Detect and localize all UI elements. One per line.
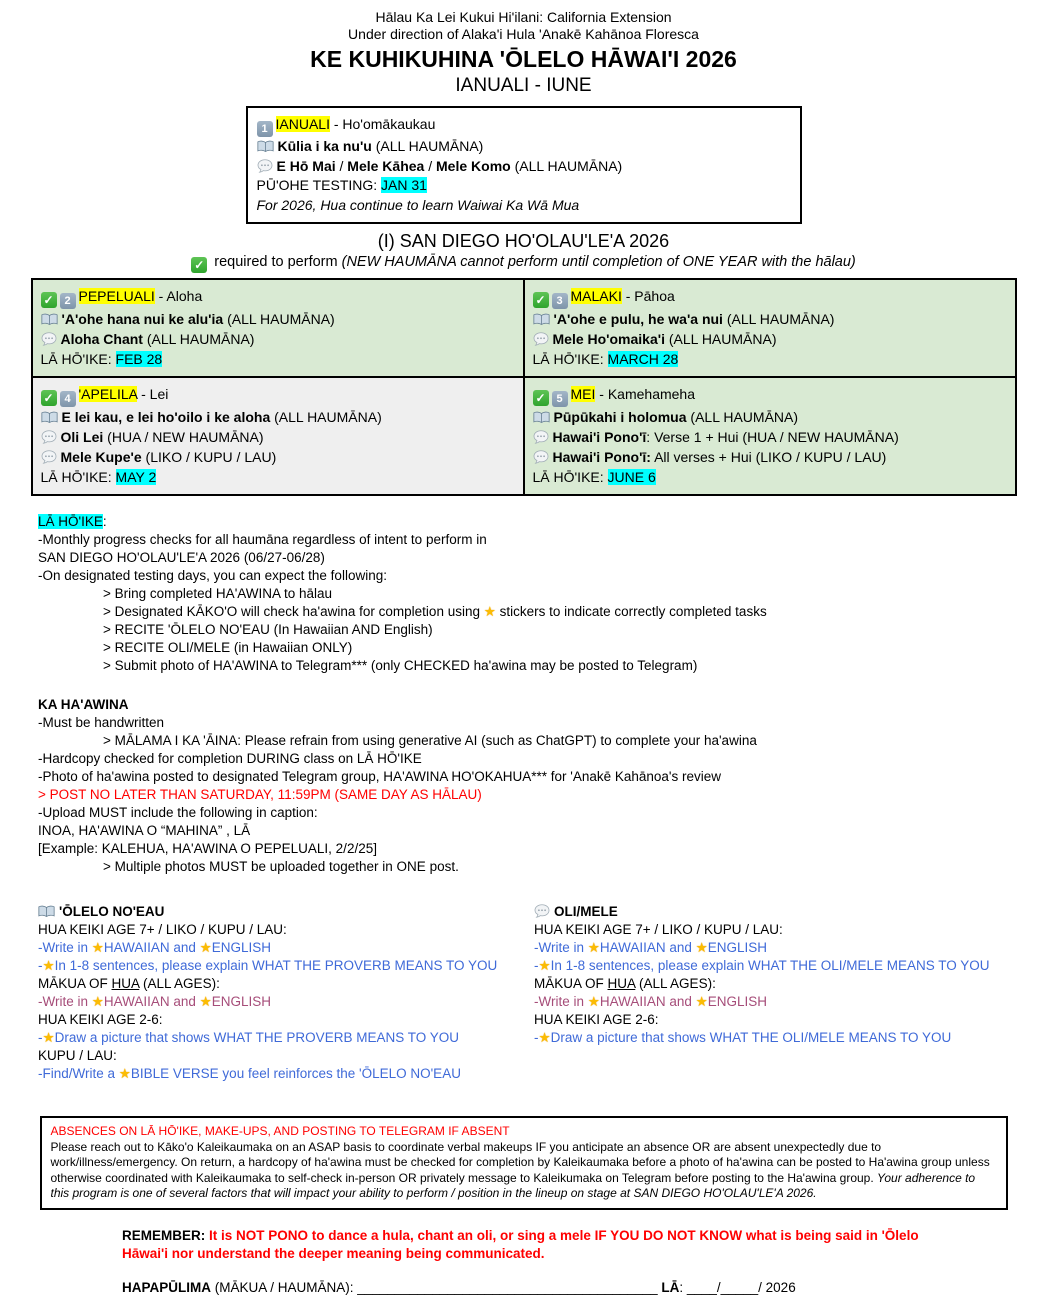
column-title-text: 'ŌLELO NO'EAU	[59, 904, 165, 919]
remember-label: REMEMBER:	[122, 1227, 209, 1243]
assignment-columns	[38, 903, 1047, 1083]
proverb-group: (ALL HAUMĀNA)	[686, 409, 799, 425]
absences-body-text: Please reach out to Kāko'o Kaleikaumaka on an ASAP basis to coordinate verbal makeups IF you anticipate an absence OR are absent unexpectedly due to work/illness/emergency. On return, a hardcopy of ha'awina must be checked for completion by Kaleikaumaka before a photo of ha'awina can be posted to Ha'awina group unless otherwise coordinated with Kaleikaumaka to self-check in-person OR privately message to Kaleikumaka on Telegram before posting to the Ha'awina group.	[50, 1139, 990, 1185]
book-icon	[257, 140, 274, 153]
column-title	[534, 903, 1014, 921]
month-name: PEPELUALI	[78, 288, 155, 304]
month-cell-apelila	[32, 377, 524, 495]
book-icon	[41, 411, 58, 424]
instruction-text: -Find/Write a	[38, 1066, 119, 1081]
book-icon	[533, 411, 550, 424]
date-blank: : ____/_____/ 2026	[679, 1279, 796, 1295]
puohe-testing-line	[257, 176, 791, 196]
january-box	[246, 106, 802, 224]
instruction-text: -	[534, 1030, 539, 1045]
proverb-text: Kūlia i ka nu'u	[277, 138, 372, 154]
group-label: HUA KEIKI AGE 2-6:	[534, 1012, 659, 1027]
signature-blank: ________________________________________	[357, 1279, 658, 1295]
star-icon: ★	[42, 1030, 55, 1045]
instruction-text: -Write in	[38, 994, 92, 1009]
event-heading: (I) SAN DIEGO HO'OLAU'LE'A 2026	[377, 231, 670, 251]
speech-bubble-icon	[533, 332, 549, 346]
month-cell-pepeluali	[32, 279, 524, 377]
mele-group: (HUA / NEW HAUMĀNA)	[103, 429, 264, 445]
remember-text: It is NOT PONO to dance a hula, chant an oli, or sing a mele IF YOU DO NOT KNOW what is being said in 'Ōlelo Hāwai'i nor understand the deeper meaning being communicated.	[122, 1227, 919, 1262]
separator: /	[335, 157, 348, 174]
instruction-text: BIBLE VERSE you feel reinforces the 'ŌLELO NO'EAU	[130, 1066, 461, 1081]
mele-group: All verses + Hui (LIKO / KUPU / LAU)	[650, 449, 887, 465]
month-cell-mei	[524, 377, 1016, 495]
month-name: 'APELILA	[78, 386, 138, 402]
instruction-text: ENGLISH	[707, 994, 768, 1009]
instruction-text: HAWAIIAN and	[103, 940, 200, 955]
signature-label: HAPAPŪLIMA	[122, 1279, 211, 1295]
director-line: Under direction of Alaka'i Hula 'Anakē Kahānoa Floresca	[348, 25, 699, 42]
mele-name: Mele Kupe'e	[60, 449, 142, 465]
group-label: KUPU / LAU:	[38, 1048, 117, 1063]
instruction-text: In 1-8 sentences, please explain WHAT THE OLI/MELE MEANS TO YOU	[550, 958, 990, 973]
mele-name: Mele Komo	[436, 157, 511, 174]
date-label: LĀ	[657, 1279, 680, 1295]
group-label-text: (ALL AGES):	[139, 976, 220, 991]
event-requirement	[0, 253, 1047, 273]
section-line: -Monthly progress checks for all haumāna regardless of intent to perform in	[38, 532, 487, 547]
absences-box	[40, 1116, 1008, 1210]
proverb-group: (ALL HAUMĀNA)	[270, 409, 382, 425]
speech-bubble-icon	[41, 450, 57, 464]
heading-colon: :	[102, 514, 107, 529]
bullet-line: > Multiple photos MUST be uploaded together in ONE post.	[103, 859, 459, 874]
star-icon: ★	[587, 940, 600, 955]
star-icon: ★	[538, 1030, 551, 1045]
section-line: INOA, HA'AWINA O “MAHINA” , LĀ	[38, 823, 251, 838]
star-icon: ★	[91, 940, 104, 955]
month-theme: - Ho'omākaukau	[329, 116, 436, 132]
page-title: KE KUHIKUHINA 'ŌLELO HĀWAI'I 2026	[310, 46, 737, 72]
proverb-group: (ALL HAUMĀNA)	[371, 138, 484, 154]
star-icon: ★	[695, 994, 708, 1009]
book-icon	[41, 313, 58, 326]
section-line: -Upload MUST include the following in caption:	[38, 805, 318, 820]
absences-body	[51, 1140, 997, 1202]
instruction-line	[38, 1029, 534, 1047]
section-line: -On designated testing days, you can expect the following:	[38, 568, 387, 583]
mele-name: Hawai'i Pono'ī:	[552, 449, 651, 465]
mele-name: Hawai'i Pono'ī	[552, 429, 647, 445]
instruction-text: -Write in	[38, 940, 92, 955]
hoike-date: FEB 28	[115, 351, 163, 367]
instruction-line	[38, 957, 534, 975]
mele-group: (ALL HAUMĀNA)	[664, 331, 777, 347]
la-hoike-section	[38, 513, 1027, 675]
bullet-line	[38, 603, 1027, 621]
absences-body-italic: Your adherence to this program is one of several factors that will impact your ability to perform / position in the lineup on stage at SAN DIEGO HO'OLAU'LE'A 2026.	[50, 1170, 976, 1201]
olelo-noeau-column	[38, 903, 534, 1083]
check-icon: ✓	[41, 292, 57, 308]
instruction-text: -Write in	[534, 940, 588, 955]
instruction-line	[534, 993, 1014, 1011]
month-name: MALAKI	[570, 288, 622, 304]
section-line: SAN DIEGO HO'OLAU'LE'A 2026 (06/27-06/28)	[38, 550, 325, 565]
section-line: [Example: KALEHUA, HA'AWINA O PEPELUALI, 2/2/25]	[38, 841, 377, 856]
proverb-group: (ALL HAUMĀNA)	[223, 311, 335, 327]
signature-line	[122, 1279, 1047, 1297]
bullet-line: > RECITE OLI/MELE (in Hawaiian ONLY)	[103, 640, 353, 655]
star-icon: ★	[91, 994, 104, 1009]
hoike-label: LĀ HŌ'IKE:	[40, 469, 116, 485]
proverb-text: 'A'ohe e pulu, he wa'a nui	[553, 311, 723, 327]
hoike-date: JUNE 6	[607, 469, 656, 485]
speech-bubble-icon	[534, 904, 550, 918]
keycap-5-icon: 5	[552, 391, 568, 407]
testing-label: PŪ'OHE TESTING:	[256, 177, 382, 193]
testing-date: JAN 31	[381, 177, 427, 193]
instruction-text: -	[534, 958, 539, 973]
month-schedule-table	[31, 278, 1017, 496]
ka-haawina-section	[38, 696, 1027, 876]
bullet-text: > Designated KĀKO'O will check ha'awina for completion using	[103, 604, 484, 619]
book-icon	[38, 905, 55, 918]
speech-bubble-icon	[41, 430, 57, 444]
keycap-4-icon: 4	[60, 391, 76, 407]
hoike-date: MAY 2	[115, 469, 157, 485]
check-icon: ✓	[41, 390, 57, 406]
signature-sublabel: (MĀKUA / HAUMĀNA):	[211, 1279, 358, 1295]
group-label-underlined: HUA	[607, 976, 636, 991]
mele-group: (LIKO / KUPU / LAU)	[141, 449, 277, 465]
oli-mele-column	[534, 903, 1014, 1083]
section-line: -Must be handwritten	[38, 715, 165, 730]
star-icon: ★	[118, 1066, 131, 1081]
january-proverb	[257, 137, 791, 157]
check-icon: ✓	[533, 390, 549, 406]
mele-name: Aloha Chant	[60, 331, 143, 347]
instruction-line	[534, 1029, 1014, 1047]
instruction-line	[534, 957, 1014, 975]
instruction-line	[38, 1065, 534, 1083]
instruction-text: Draw a picture that shows WHAT THE OLI/MELE MEANS TO YOU	[550, 1030, 952, 1045]
book-icon	[533, 313, 550, 326]
group-label-underlined: HUA	[111, 976, 140, 991]
january-mele	[257, 157, 791, 177]
group-label: HUA KEIKI AGE 7+ / LIKO / KUPU / LAU:	[534, 922, 783, 937]
instruction-text: In 1-8 sentences, please explain WHAT THE PROVERB MEANS TO YOU	[54, 958, 498, 973]
month-name: MEI	[570, 386, 596, 402]
speech-bubble-icon	[41, 332, 57, 346]
group-label-text: (ALL AGES):	[635, 976, 716, 991]
org-name: Hālau Ka Lei Kukui Hi'ilani: California Extension	[375, 9, 672, 25]
mele-name: Mele Ho'omaika'i	[552, 331, 665, 347]
speech-bubble-icon	[257, 159, 273, 173]
instruction-line	[534, 939, 1014, 957]
month-cell-malaki	[524, 279, 1016, 377]
instruction-text: Draw a picture that shows WHAT THE PROVERB MEANS TO YOU	[54, 1030, 459, 1045]
instruction-text: HAWAIIAN and	[103, 994, 200, 1009]
keycap-3-icon: 3	[552, 293, 568, 309]
bullet-text: stickers to indicate correctly completed tasks	[495, 604, 767, 619]
separator: /	[424, 157, 437, 174]
mele-group: : Verse 1 + Hui (HUA / NEW HAUMĀNA)	[646, 429, 899, 445]
month-name: IANUALI	[275, 116, 330, 132]
mele-group: (ALL HAUMĀNA)	[510, 157, 623, 174]
star-icon: ★	[199, 994, 212, 1009]
month-theme: - Pāhoa	[621, 288, 675, 304]
keycap-1-icon: 1	[257, 121, 273, 137]
hoike-label: LĀ HŌ'IKE:	[532, 351, 608, 367]
column-title-text: OLI/MELE	[554, 904, 618, 919]
proverb-text: E lei kau, e lei ho'oilo i ke aloha	[61, 409, 271, 425]
january-note: For 2026, Hua continue to learn Waiwai Ka Wā Mua	[256, 196, 580, 213]
instruction-text: -	[38, 958, 43, 973]
month-theme: - Kamehameha	[595, 386, 695, 402]
check-icon: ✓	[533, 292, 549, 308]
star-icon: ★	[483, 604, 496, 619]
section-line: -Hardcopy checked for completion DURING class on LĀ HŌ'IKE	[38, 751, 422, 766]
star-icon: ★	[587, 994, 600, 1009]
instruction-text: ENGLISH	[211, 940, 272, 955]
group-label-text: MĀKUA OF	[38, 976, 112, 991]
absences-heading: ABSENCES ON LĀ HŌ'IKE, MAKE-UPS, AND POSTING TO TELEGRAM IF ABSENT	[50, 1124, 510, 1138]
star-icon: ★	[695, 940, 708, 955]
deadline-warning: > POST NO LATER THAN SATURDAY, 11:59PM (SAME DAY AS HĀLAU)	[38, 787, 482, 802]
star-icon: ★	[42, 958, 55, 973]
speech-bubble-icon	[533, 450, 549, 464]
january-heading	[257, 115, 791, 137]
star-icon: ★	[199, 940, 212, 955]
mele-name: E Hō Mai	[276, 157, 336, 174]
bullet-line: > RECITE 'ŌLELO NO'EAU (In Hawaiian AND English)	[103, 622, 433, 637]
instruction-text: -Write in	[534, 994, 588, 1009]
instruction-text: HAWAIIAN and	[599, 994, 696, 1009]
mele-name: Oli Lei	[60, 429, 104, 445]
bullet-line: > Submit photo of HA'AWINA to Telegram*** (only CHECKED ha'awina may be posted to Telegram)	[103, 658, 698, 673]
group-label-text: MĀKUA OF	[534, 976, 608, 991]
remember-note	[122, 1227, 947, 1264]
section-heading: KA HA'AWINA	[38, 697, 129, 712]
instruction-text: HAWAIIAN and	[599, 940, 696, 955]
proverb-group: (ALL HAUMĀNA)	[722, 311, 835, 327]
group-label	[38, 975, 534, 993]
hoike-label: LĀ HŌ'IKE:	[532, 469, 608, 485]
section-heading: LĀ HŌ'IKE	[38, 514, 103, 529]
speech-bubble-icon	[533, 430, 549, 444]
page-subtitle: IANUALI - IUNE	[455, 75, 592, 96]
mele-name: Mele Kāhea	[347, 157, 425, 174]
hoike-label: LĀ HŌ'IKE:	[40, 351, 116, 367]
mele-group: (ALL HAUMĀNA)	[142, 331, 255, 347]
proverb-text: Pūpūkahi i holomua	[553, 409, 687, 425]
group-label: HUA KEIKI AGE 7+ / LIKO / KUPU / LAU:	[38, 922, 287, 937]
requirement-note: (NEW HAUMĀNA cannot perform until completion of ONE YEAR with the hālau)	[341, 254, 856, 270]
proverb-text: 'A'ohe hana nui ke alu'ia	[61, 311, 224, 327]
instruction-line	[38, 939, 534, 957]
instruction-line	[38, 993, 534, 1011]
hoike-date: MARCH 28	[607, 351, 679, 367]
column-title	[38, 903, 534, 921]
keycap-2-icon: 2	[60, 293, 76, 309]
instruction-text: ENGLISH	[707, 940, 768, 955]
group-label: HUA KEIKI AGE 2-6:	[38, 1012, 163, 1027]
bullet-line: > MĀLAMA I KA 'ĀINA: Please refrain from using generative AI (such as ChatGPT) to complete your ha'awina	[103, 733, 757, 748]
instruction-text: ENGLISH	[211, 994, 272, 1009]
bullet-line: > Bring completed HA'AWINA to hālau	[103, 586, 333, 601]
star-icon: ★	[538, 958, 551, 973]
group-label	[534, 975, 1014, 993]
check-icon: ✓	[191, 257, 207, 273]
month-theme: - Aloha	[154, 288, 203, 304]
instruction-text: -	[38, 1030, 43, 1045]
requirement-text: required to perform	[210, 254, 342, 270]
month-theme: - Lei	[137, 386, 169, 402]
section-line: -Photo of ha'awina posted to designated Telegram group, HA'AWINA HO'OKAHUA*** for 'Anakē Kahānoa's review	[38, 769, 722, 784]
